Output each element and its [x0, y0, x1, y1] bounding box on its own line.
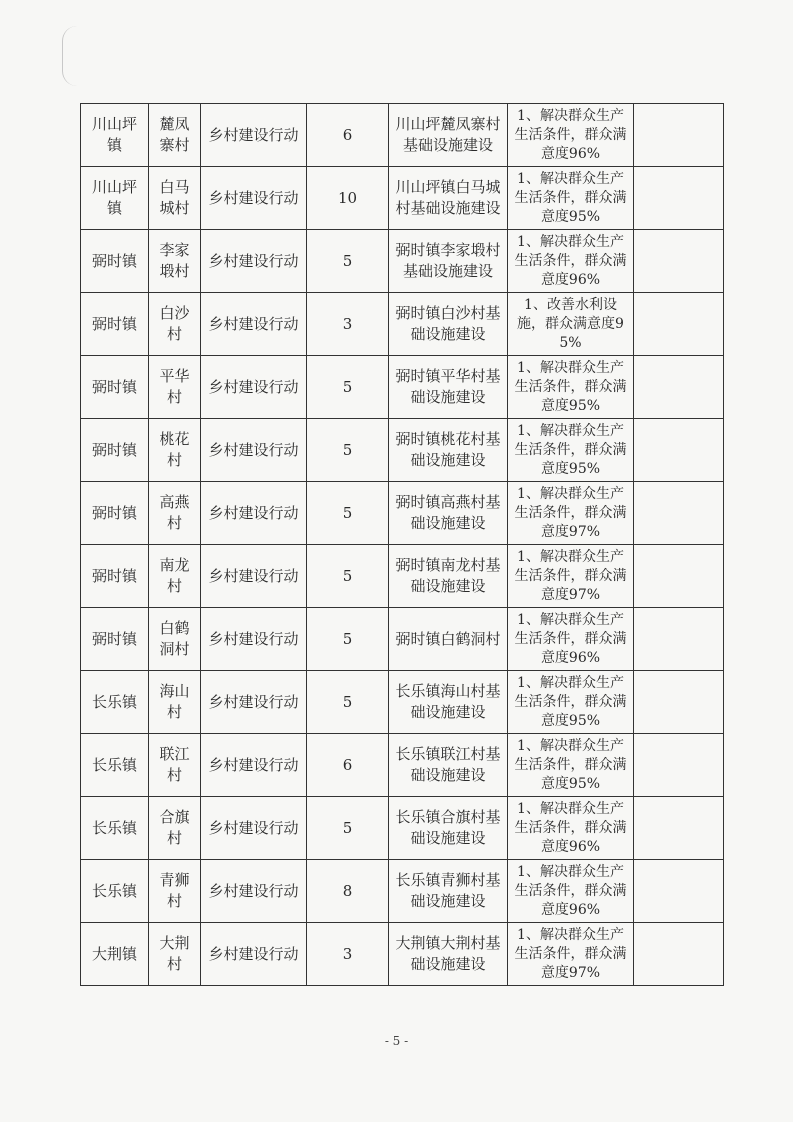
remark-cell [634, 230, 724, 293]
project-type-cell: 乡村建设行动 [201, 545, 307, 608]
amount-cell: 5 [307, 482, 389, 545]
remark-cell [634, 167, 724, 230]
village-cell: 平华村 [149, 356, 201, 419]
effect-cell: 1、解决群众生产生活条件，群众满意度97% [508, 482, 634, 545]
village-cell: 白沙村 [149, 293, 201, 356]
project-name-cell: 长乐镇合旗村基础设施建设 [389, 797, 508, 860]
amount-cell: 8 [307, 860, 389, 923]
amount-cell: 5 [307, 356, 389, 419]
town-cell: 长乐镇 [81, 860, 149, 923]
village-cell: 海山村 [149, 671, 201, 734]
village-cell: 高燕村 [149, 482, 201, 545]
page-number: - 5 - [384, 1034, 409, 1048]
project-type-cell: 乡村建设行动 [201, 734, 307, 797]
remark-cell [634, 923, 724, 986]
town-cell: 弼时镇 [81, 293, 149, 356]
effect-cell: 1、解决群众生产生活条件，群众满意度95% [508, 734, 634, 797]
amount-cell: 5 [307, 545, 389, 608]
table-row [81, 608, 724, 671]
village-cell: 大荆村 [149, 923, 201, 986]
amount-cell: 3 [307, 293, 389, 356]
table-row [81, 797, 724, 860]
project-name-cell: 弼时镇桃花村基础设施建设 [389, 419, 508, 482]
town-cell: 长乐镇 [81, 671, 149, 734]
effect-cell: 1、解决群众生产生活条件，群众满意度96% [508, 797, 634, 860]
amount-cell: 5 [307, 230, 389, 293]
table-row [81, 923, 724, 986]
project-name-cell: 弼时镇高燕村基础设施建设 [389, 482, 508, 545]
town-cell: 弼时镇 [81, 230, 149, 293]
effect-cell: 1、解决群众生产生活条件，群众满意度96% [508, 104, 634, 167]
amount-cell: 5 [307, 419, 389, 482]
amount-cell: 6 [307, 734, 389, 797]
table-row [81, 545, 724, 608]
town-cell: 川山坪镇 [81, 104, 149, 167]
effect-cell: 1、解决群众生产生活条件，群众满意度95% [508, 671, 634, 734]
amount-cell: 3 [307, 923, 389, 986]
table-row [81, 734, 724, 797]
table-row [81, 167, 724, 230]
village-cell: 麓凤寨村 [149, 104, 201, 167]
project-type-cell: 乡村建设行动 [201, 104, 307, 167]
margin-arc-mark [62, 26, 77, 86]
town-cell: 川山坪镇 [81, 167, 149, 230]
remark-cell [634, 104, 724, 167]
project-type-cell: 乡村建设行动 [201, 482, 307, 545]
remark-cell [634, 356, 724, 419]
village-cell: 李家塅村 [149, 230, 201, 293]
village-cell: 合旗村 [149, 797, 201, 860]
effect-cell: 1、解决群众生产生活条件，群众满意度95% [508, 419, 634, 482]
town-cell: 弼时镇 [81, 419, 149, 482]
remark-cell [634, 734, 724, 797]
table-row [81, 293, 724, 356]
effect-cell: 1、解决群众生产生活条件，群众满意度96% [508, 860, 634, 923]
village-cell: 白鹤洞村 [149, 608, 201, 671]
remark-cell [634, 608, 724, 671]
amount-cell: 10 [307, 167, 389, 230]
table-row [81, 104, 724, 167]
remark-cell [634, 482, 724, 545]
remark-cell [634, 545, 724, 608]
village-cell: 南龙村 [149, 545, 201, 608]
town-cell: 弼时镇 [81, 356, 149, 419]
project-name-cell: 大荆镇大荆村基础设施建设 [389, 923, 508, 986]
project-type-cell: 乡村建设行动 [201, 167, 307, 230]
village-cell: 青狮村 [149, 860, 201, 923]
remark-cell [634, 797, 724, 860]
project-name-cell: 弼时镇白鹤洞村 [389, 608, 508, 671]
remark-cell [634, 860, 724, 923]
town-cell: 弼时镇 [81, 482, 149, 545]
effect-cell: 1、解决群众生产生活条件，群众满意度95% [508, 167, 634, 230]
amount-cell: 5 [307, 671, 389, 734]
table-row [81, 482, 724, 545]
project-type-cell: 乡村建设行动 [201, 230, 307, 293]
project-name-cell: 川山坪麓凤寨村基础设施建设 [389, 104, 508, 167]
project-type-cell: 乡村建设行动 [201, 671, 307, 734]
effect-cell: 1、解决群众生产生活条件，群众满意度97% [508, 923, 634, 986]
effect-cell: 1、解决群众生产生活条件，群众满意度96% [508, 608, 634, 671]
town-cell: 弼时镇 [81, 545, 149, 608]
effect-cell: 1、改善水利设施，群众满意度95% [508, 293, 634, 356]
town-cell: 长乐镇 [81, 797, 149, 860]
project-name-cell: 弼时镇白沙村基础设施建设 [389, 293, 508, 356]
project-type-cell: 乡村建设行动 [201, 797, 307, 860]
effect-cell: 1、解决群众生产生活条件，群众满意度97% [508, 545, 634, 608]
project-name-cell: 长乐镇青狮村基础设施建设 [389, 860, 508, 923]
project-name-cell: 弼时镇平华村基础设施建设 [389, 356, 508, 419]
remark-cell [634, 671, 724, 734]
town-cell: 弼时镇 [81, 608, 149, 671]
amount-cell: 5 [307, 608, 389, 671]
effect-cell: 1、解决群众生产生活条件，群众满意度95% [508, 356, 634, 419]
town-cell: 长乐镇 [81, 734, 149, 797]
town-cell: 大荆镇 [81, 923, 149, 986]
project-type-cell: 乡村建设行动 [201, 923, 307, 986]
table-row [81, 419, 724, 482]
project-table [80, 103, 724, 986]
project-name-cell: 弼时镇南龙村基础设施建设 [389, 545, 508, 608]
remark-cell [634, 293, 724, 356]
project-type-cell: 乡村建设行动 [201, 356, 307, 419]
effect-cell: 1、解决群众生产生活条件，群众满意度96% [508, 230, 634, 293]
project-name-cell: 弼时镇李家塅村基础设施建设 [389, 230, 508, 293]
village-cell: 桃花村 [149, 419, 201, 482]
table-row [81, 356, 724, 419]
village-cell: 联江村 [149, 734, 201, 797]
project-name-cell: 川山坪镇白马城村基础设施建设 [389, 167, 508, 230]
table-row [81, 230, 724, 293]
remark-cell [634, 419, 724, 482]
village-cell: 白马城村 [149, 167, 201, 230]
project-name-cell: 长乐镇联江村基础设施建设 [389, 734, 508, 797]
table-body [81, 104, 724, 986]
table-row [81, 671, 724, 734]
project-type-cell: 乡村建设行动 [201, 419, 307, 482]
project-type-cell: 乡村建设行动 [201, 608, 307, 671]
amount-cell: 5 [307, 797, 389, 860]
project-name-cell: 长乐镇海山村基础设施建设 [389, 671, 508, 734]
amount-cell: 6 [307, 104, 389, 167]
project-type-cell: 乡村建设行动 [201, 860, 307, 923]
project-type-cell: 乡村建设行动 [201, 293, 307, 356]
table-row [81, 860, 724, 923]
